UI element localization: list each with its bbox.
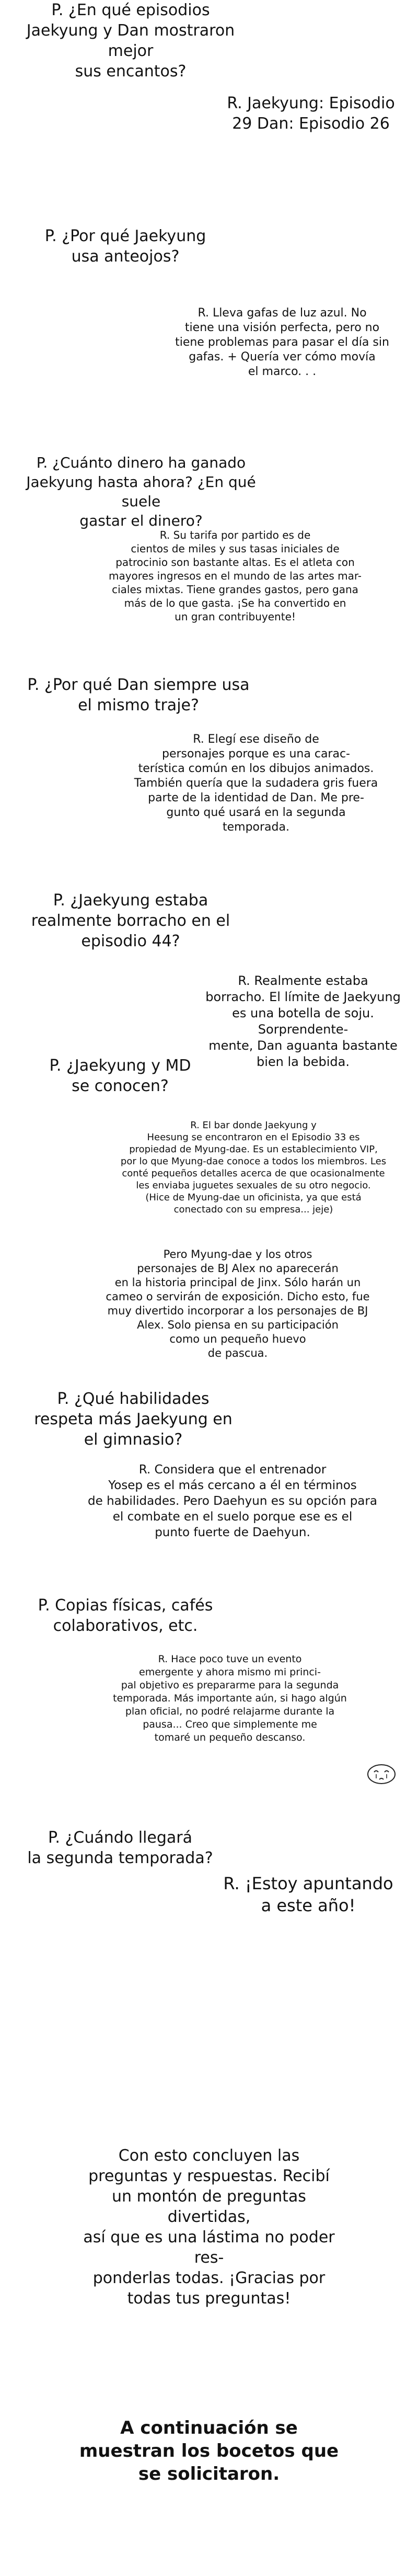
answer-7: R. Considera que el entrenador Yosep es el más cercano a él en términos de habilidades. Pero Daehyun es su opción para el combate en el suelo porque ese es el punto fuerte de Daehyun.: [88, 1463, 377, 1539]
question-7: P. ¿Qué habilidades respeta más Jaekyung en el gimnasio?: [34, 1390, 233, 1449]
question-8: P. Copias físicas, cafés colaborativos, etc.: [38, 1596, 213, 1635]
question-4: P. ¿Por qué Dan siempre usa el mismo traje?: [27, 676, 250, 714]
answer-8: R. Hace poco tuve un evento emergente y ahora mismo mi princi- pal objetivo es prepararme para la segunda temporada. Más importante aún, si hago algún plan oficial, no podré relajarme durante la pausa... Creo que simplemente me tomaré un pequeño descanso.: [113, 1653, 347, 1743]
question-3: P. ¿Cuánto dinero ha ganado Jaekyung hasta ahora? ¿En qué suele gastar el dinero?: [26, 454, 256, 529]
answer-6-continued: Pero Myung-dae y los otros personajes de BJ Alex no aparecerán en la historia principal de Jinx. Sólo harán un cameo o servirán de exposición. Dicho esto, fue muy divertido incorporar a los personajes de BJ Alex. Solo piensa en su participación como un pequeño huevo de pascua.: [106, 1248, 370, 1359]
closing-message: Con esto concluyen las preguntas y respuestas. Recibí un montón de preguntas divertidas, así que es una lástima no poder res- ponderlas todas. ¡Gracias por todas tus preguntas!: [83, 2147, 335, 2308]
question-5: P. ¿Jaekyung estaba realmente borracho en el episodio 44?: [31, 891, 230, 950]
question-6: P. ¿Jaekyung y MD se conocen?: [49, 1057, 191, 1095]
answer-4: R. Elegí ese diseño de personajes porque es una carac- terística común en los dibujos animados. También quería que la sudadera gris fuera parte de la identidad de Dan. Me pre- gunto qué usará en la segunda temporada.: [134, 733, 378, 834]
question-1: P. ¿En qué episodios Jaekyung y Dan mostraron mejor sus encantos?: [26, 1, 235, 81]
answer-3: R. Su tarifa por partido es de cientos de miles y sus tasas iniciales de patrocinio son bastante altas. Es el atleta con mayores ingresos en el mundo de las artes mar- ciales mixtas. Tiene grandes gastos, pero gana más de lo que gasta. ¡Se ha convertido en un gran contribuyente!: [108, 529, 362, 623]
crying-face-doodle-icon: [366, 1763, 397, 1786]
sketches-note: A continuación se muestran los bocetos que se solicitaron.: [79, 2418, 339, 2484]
answer-5: R. Realmente estaba borracho. El límite de Jaekyung es una botella de soju. Sorprendente- mente, Dan aguanta bastante bien la bebida.: [205, 973, 401, 1069]
answer-6: R. El bar donde Jaekyung y Heesung se encontraron en el Episodio 33 es propiedad de Myung-dae. Es un establecimiento VIP, por lo que Myung-dae conoce a todos los miembros. Les conté pequeños detalles acerca de que ocasionalmente les enviaba juguetes sexuales de su otro negocio. (Hice de Myung-dae un oficinista, ya que está conectado con su empresa... jeje): [120, 1120, 387, 1215]
question-2: P. ¿Por qué Jaekyung usa anteojos?: [44, 227, 206, 266]
answer-9: R. ¡Estoy apuntando a este año!: [223, 1874, 393, 1915]
question-9: P. ¿Cuándo llegará la segunda temporada?: [27, 1829, 213, 1867]
answer-1: R. Jaekyung: Episodio 29 Dan: Episodio 26: [227, 94, 395, 133]
answer-2: R. Lleva gafas de luz azul. No tiene una visión perfecta, pero no tiene problemas para pasar el día sin gafas. + Quería ver cómo movía el marco. . .: [175, 307, 389, 378]
